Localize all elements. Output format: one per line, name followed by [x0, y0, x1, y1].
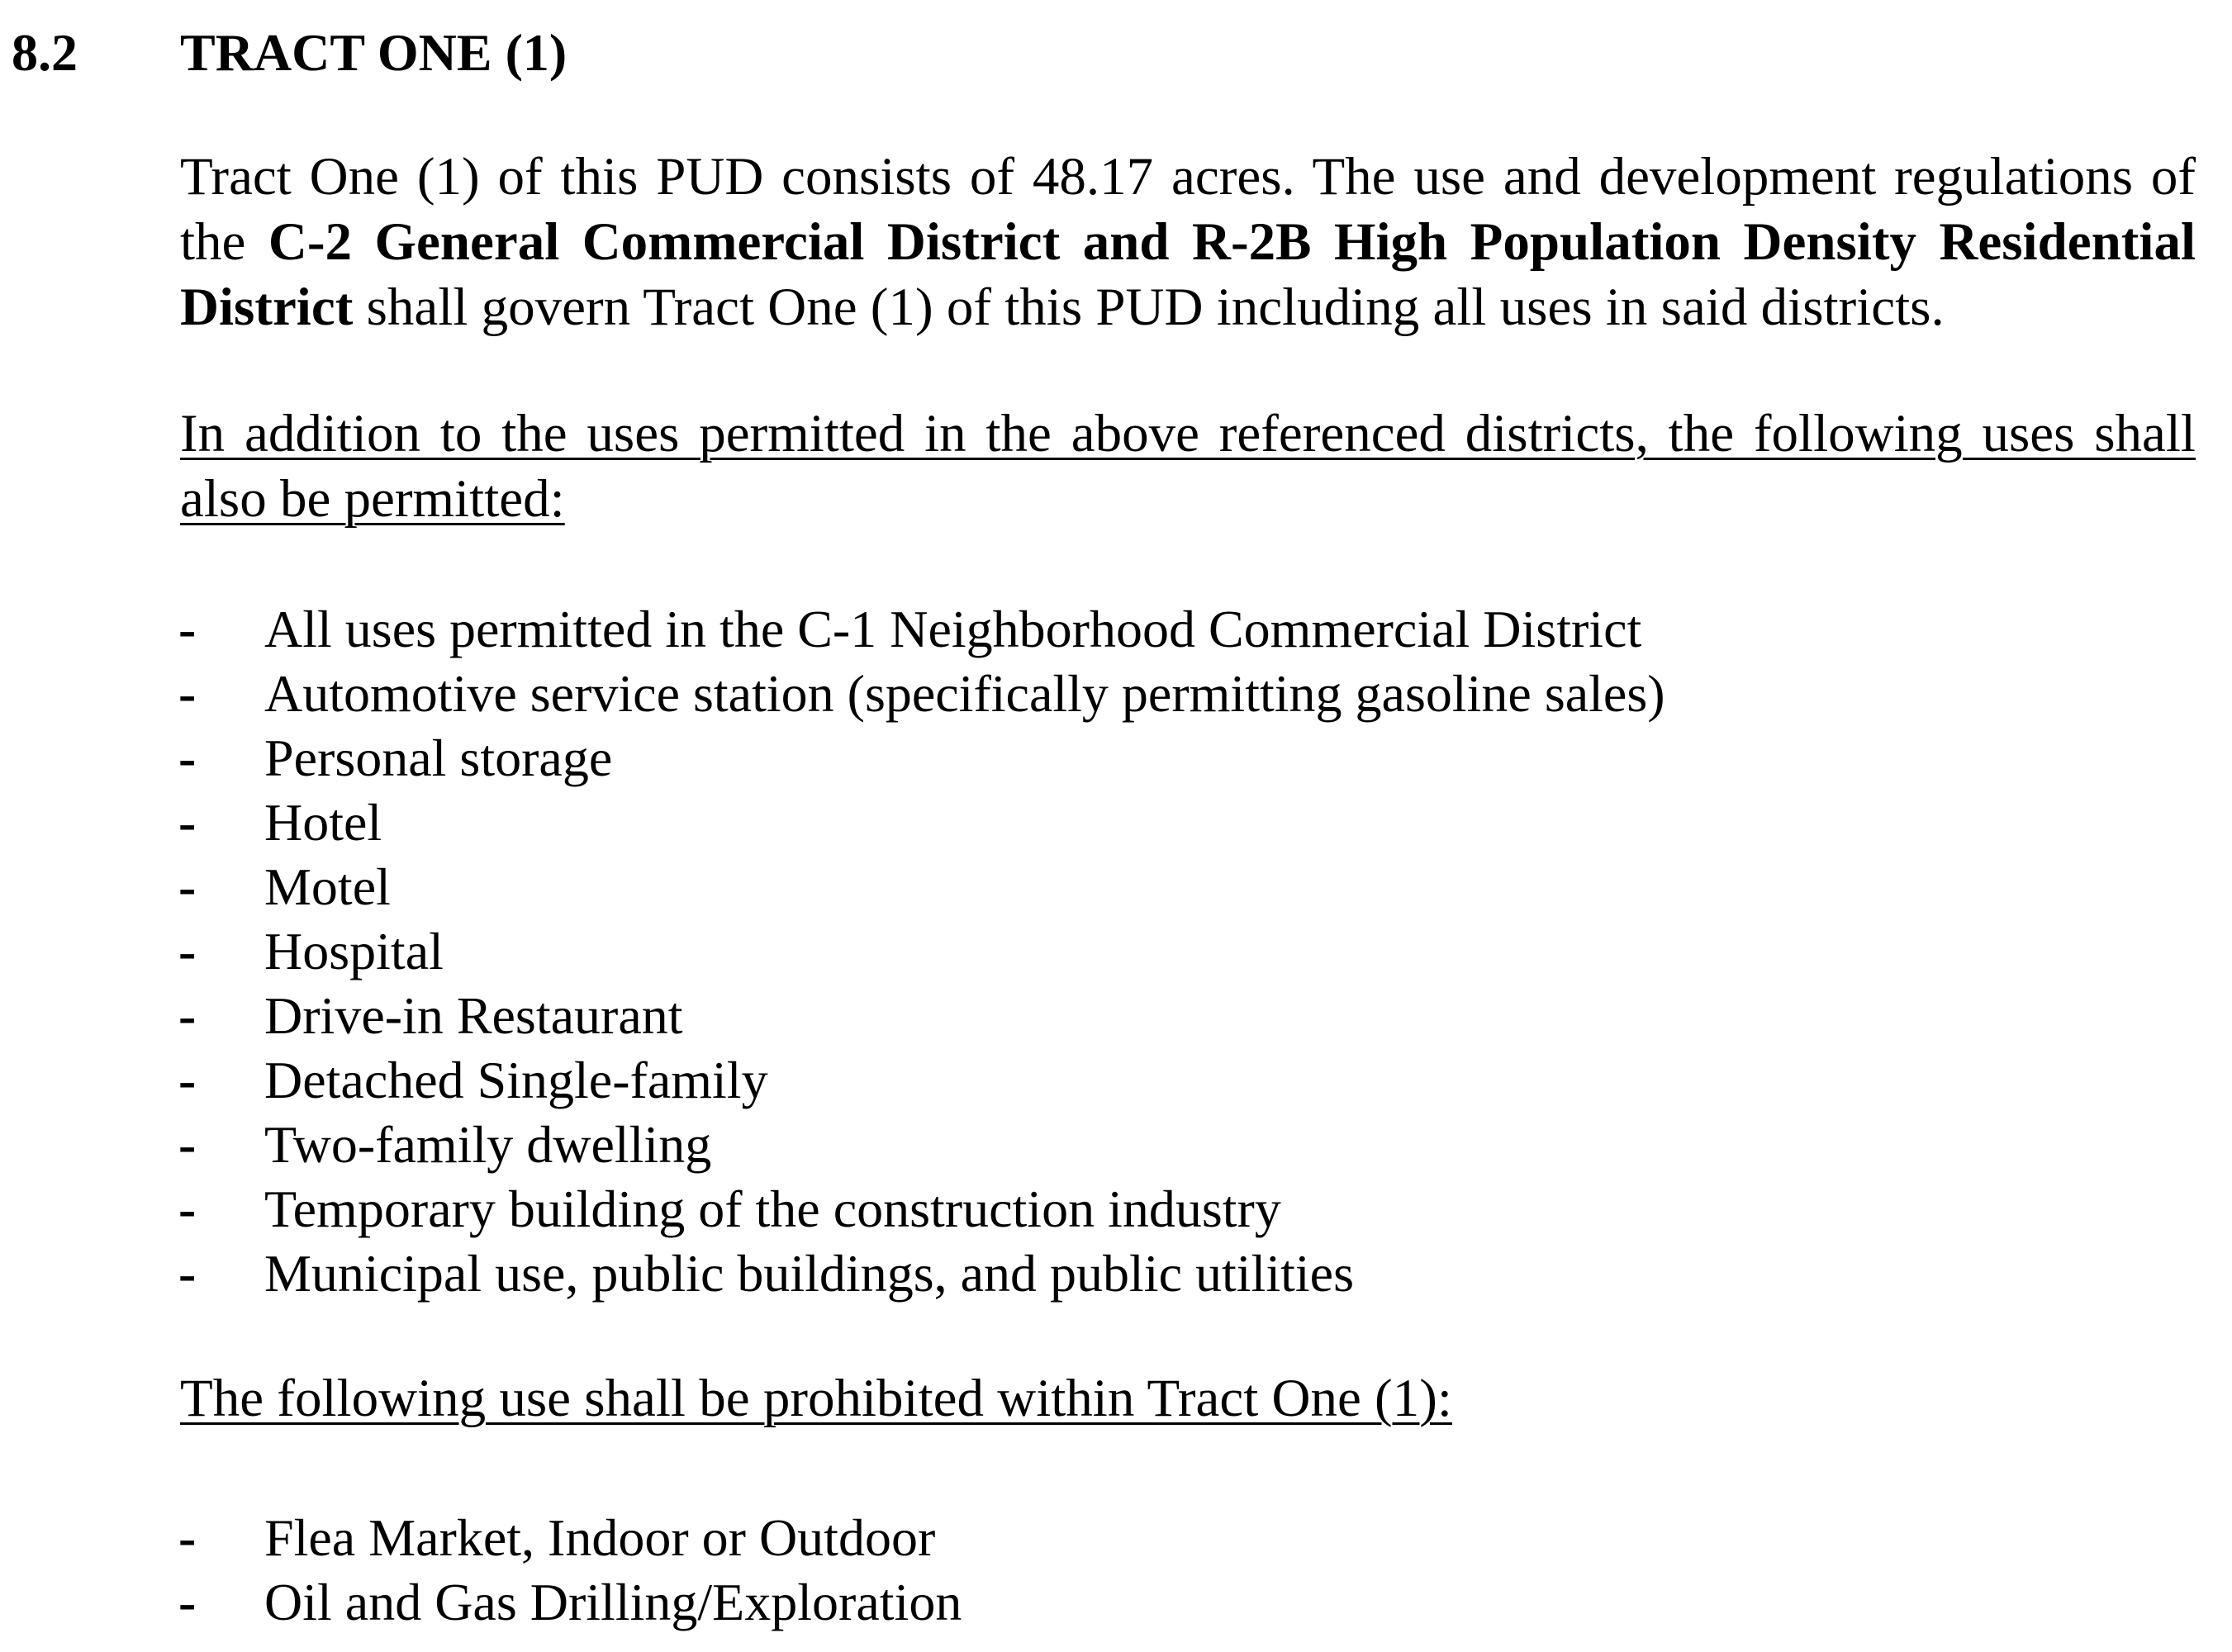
list-bullet: -	[178, 600, 197, 658]
list-bullet: -	[178, 1573, 197, 1631]
list-bullet: -	[178, 1244, 197, 1303]
list-item-text: Automotive service station (specifically permitting gasoline sales)	[264, 664, 1665, 723]
list-bullet: -	[178, 1115, 197, 1174]
list-bullet: -	[178, 1051, 197, 1109]
section-number: 8.2	[12, 23, 78, 82]
list-item-text: All uses permitted in the C-1 Neighborhood Commercial District	[264, 600, 1642, 658]
list-bullet: -	[178, 1180, 197, 1238]
list-item-text: Two-family dwelling	[264, 1115, 712, 1174]
list-bullet: -	[178, 857, 197, 916]
list-bullet: -	[178, 793, 197, 852]
permitted-uses-heading: In addition to the uses permitted in the above referenced districts, the following uses shall also be permitted:	[180, 404, 2196, 529]
list-item-text: Oil and Gas Drilling/Exploration	[264, 1573, 962, 1631]
list-item-text: Motel	[264, 857, 391, 916]
list-bullet: -	[178, 922, 197, 980]
section-title: TRACT ONE (1)	[180, 23, 567, 82]
prohibited-uses-heading: The following use shall be prohibited within Tract One (1):	[180, 1369, 1452, 1428]
intro-text-after: shall govern Tract One (1) of this PUD including all uses in said districts.	[353, 278, 1945, 337]
list-item-text: Hotel	[264, 793, 382, 852]
list-item-text: Hospital	[264, 922, 444, 980]
intro-bold-districts: C-2 General Commercial District and R-2B High Population Density Residential District	[180, 212, 2196, 337]
list-item-text: Detached Single-family	[264, 1051, 768, 1109]
intro-paragraph	[180, 145, 2196, 340]
list-bullet: -	[178, 664, 197, 723]
list-bullet: -	[178, 986, 197, 1045]
list-item-text: Flea Market, Indoor or Outdoor	[264, 1508, 936, 1567]
intro-text-before: Tract One (1) of this PUD consists of 48.17 acres. The use and development regulations of the	[180, 147, 2196, 272]
list-item-text: Drive-in Restaurant	[264, 986, 683, 1045]
list-bullet: -	[178, 729, 197, 787]
list-item-text: Temporary building of the construction industry	[264, 1180, 1281, 1238]
list-bullet: -	[178, 1508, 197, 1567]
list-item-text: Municipal use, public buildings, and public utilities	[264, 1244, 1354, 1303]
list-item-text: Personal storage	[264, 729, 613, 787]
